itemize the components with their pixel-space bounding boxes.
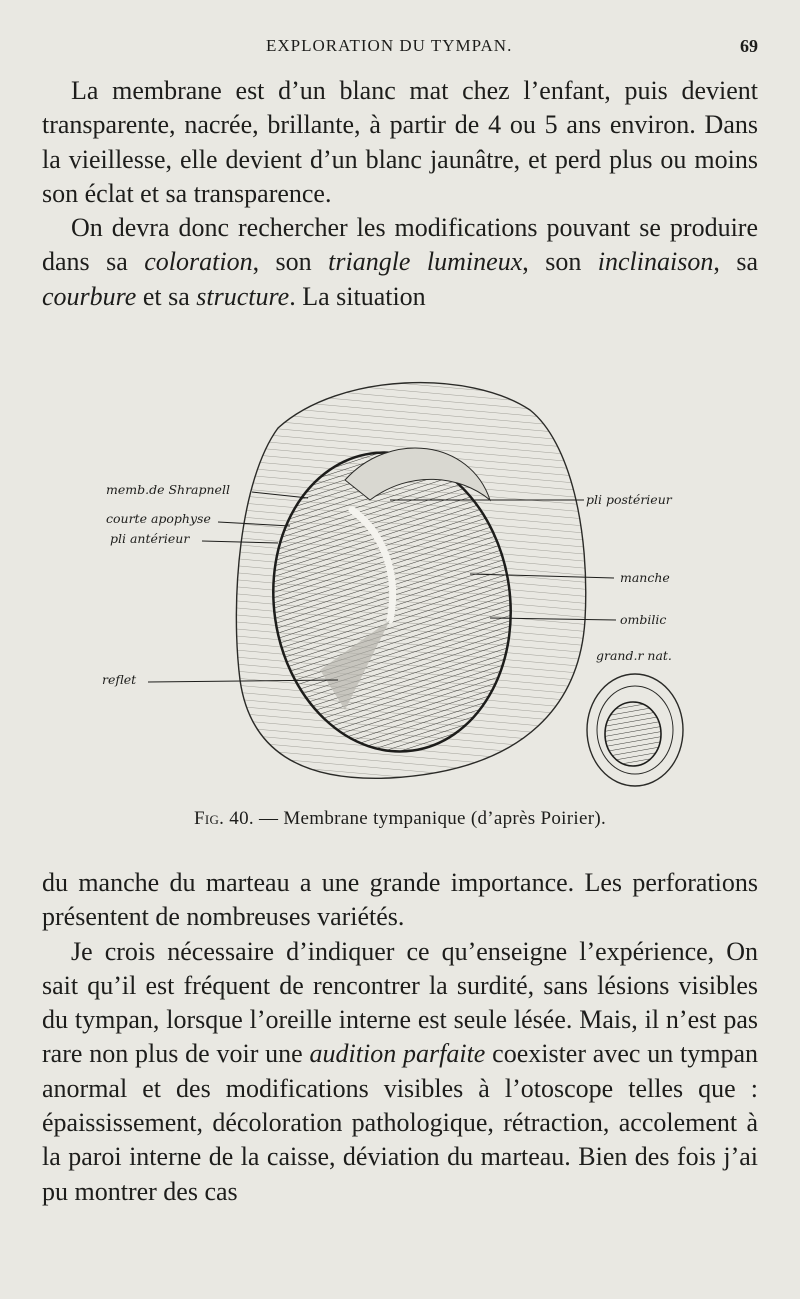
text-run: On devra donc rechercher les modifications pouvant se produire dans sa [42,213,758,277]
label-memb-shrapnell: memb.de Shrapnell [106,482,230,497]
text-run: Je crois nécessaire d’indiquer ce qu’enseigne l’expérience, On sait qu’il est fréquent de rencontrer la surdité, sans lésions visibles du tympan, lorsque l’oreille interne est seule lésée. Mais, il n’est pas rare non plus de voir une [42,936,758,1069]
page-number: 69 [740,36,758,56]
label-reflet: reflet [102,672,137,687]
label-grand-nat: grand.r nat. [596,648,672,663]
tympanic-membrane-illustration [90,370,710,790]
paragraph [42,935,758,1209]
italic-run: triangle lumineux [328,247,523,277]
text-run: , sa [713,247,758,277]
page-header [0,36,800,62]
natural-size-inset [587,674,683,786]
label-pli-anterieur: pli antérieur [110,531,190,546]
text-run: coexister avec un tympan anormal et des modifications visibles à l’otoscope telles que : épaississement, décoloration pathologique, rétraction, accolement à la paroi interne de la caisse, déviation du marteau. Bien des fois j’ai pu montrer des cas [42,1039,759,1206]
caption-text: — Membrane tympanique (d’après Poirier). [253,808,607,829]
paragraph [42,74,758,211]
label-courte-apophyse: courte apophyse [106,511,211,526]
italic-run: structure [196,281,290,311]
paragraph [42,866,758,935]
text-run: La membrane est d’un blanc mat chez l’enfant, puis devient transparente, nacrée, brillante, à partir de 4 ou 5 ans environ. Dans la vieillesse, elle devient d’un blanc jaunâtre, et perd plus ou moins son éclat et sa transparence. [42,76,758,208]
label-pli-posterieur: pli postérieur [586,492,672,507]
text-run: , son [252,247,329,277]
label-ombilic: ombilic [620,612,667,627]
running-head: EXPLORATION DU TYMPAN. [266,36,513,55]
figure-tympanic-membrane [90,370,710,790]
text-run: et sa [136,281,197,311]
italic-run: inclinaison [597,247,714,277]
italic-run: audition parfaite [309,1039,486,1069]
text-run: , son [522,247,598,277]
body-text-top [42,74,758,314]
italic-run: courbure [42,281,137,311]
text-run: . La situation [289,281,426,311]
figure-caption [0,808,800,830]
label-manche: manche [620,570,670,585]
caption-figure-number: Fig. 40. [193,808,254,829]
italic-run: coloration [144,247,253,277]
body-text-bottom [42,866,758,1209]
paragraph [42,211,758,314]
text-run: du manche du marteau a une grande importance. Les perforations présentent de nombreuses variétés. [42,868,758,932]
